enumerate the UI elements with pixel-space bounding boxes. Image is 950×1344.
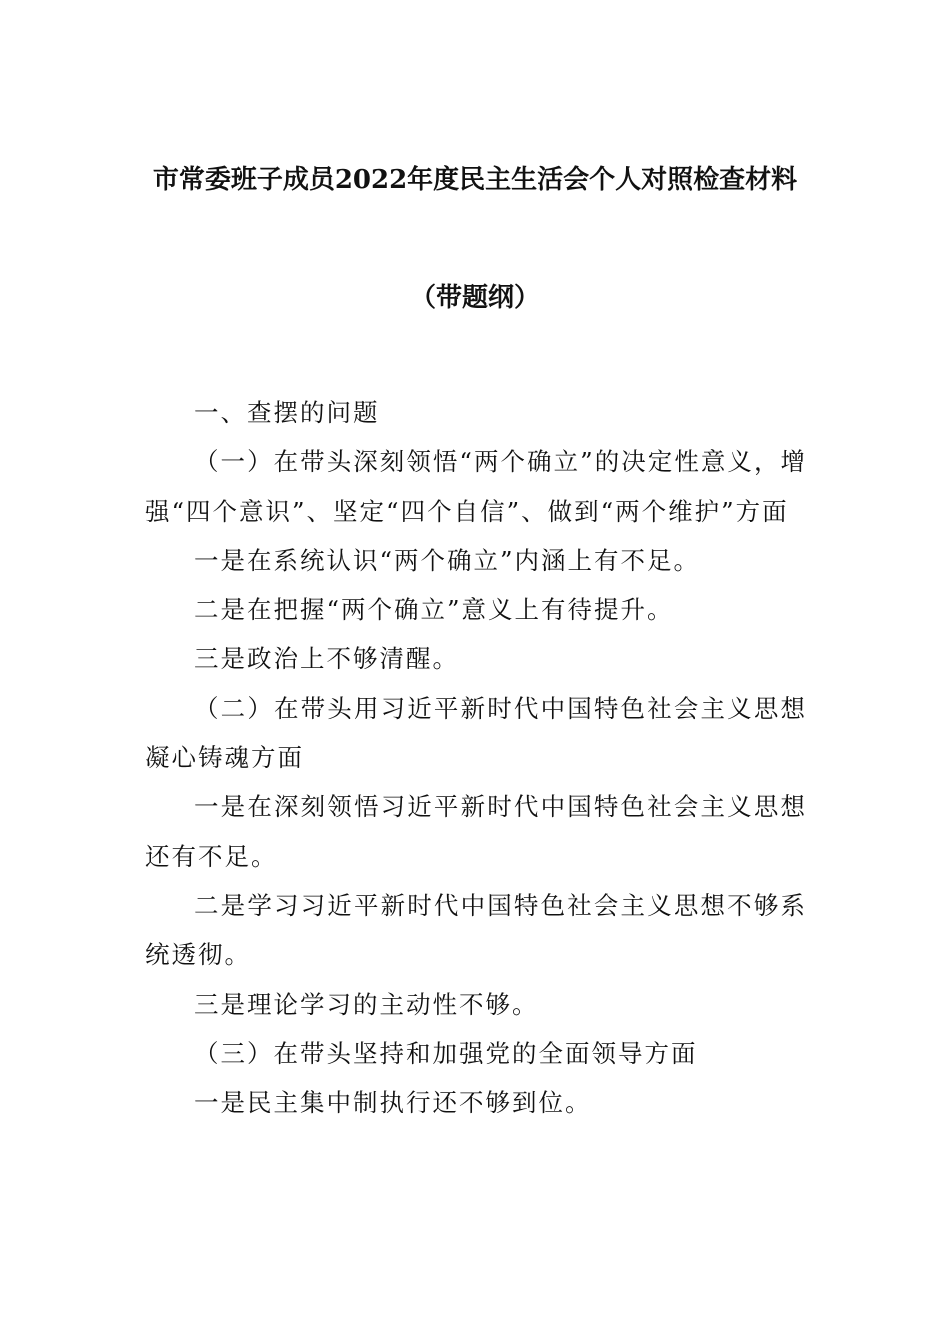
problem-item: 一是在系统认识“两个确立”内涵上有不足。 bbox=[194, 545, 701, 575]
problem-item: 二是学习习近平新时代中国特色社会主义思想不够系统透彻。 bbox=[145, 890, 807, 970]
problem-item: 一是民主集中制执行还不够到位。 bbox=[194, 1088, 592, 1118]
document-subtitle: （带题纲） bbox=[409, 283, 540, 313]
problem-item: 三是理论学习的主动性不够。 bbox=[194, 989, 539, 1019]
section-heading: 一、查摆的问题 bbox=[194, 398, 380, 427]
subsection-heading: （一）在带头深刻领悟“两个确立”的决定性意义，增强“四个意识”、坚定“四个自信”、做到“两个维护”方面 bbox=[145, 447, 807, 526]
problem-item: 二是在把握“两个确立”意义上有待提升。 bbox=[194, 595, 674, 625]
subsection-heading: （三）在带头坚持和加强党的全面领导方面 bbox=[194, 1038, 698, 1068]
problem-item: 一是在深刻领悟习近平新时代中国特色社会主义思想还有不足。 bbox=[145, 792, 807, 871]
document-body bbox=[145, 388, 807, 1127]
problem-item: 三是政治上不够清醒。 bbox=[194, 644, 459, 674]
document-title: 市常委班子成员2022年度民主生活会个人对照检查材料 bbox=[152, 165, 798, 195]
subsection-heading: （二）在带头用习近平新时代中国特色社会主义思想凝心铸魂方面 bbox=[145, 693, 807, 773]
